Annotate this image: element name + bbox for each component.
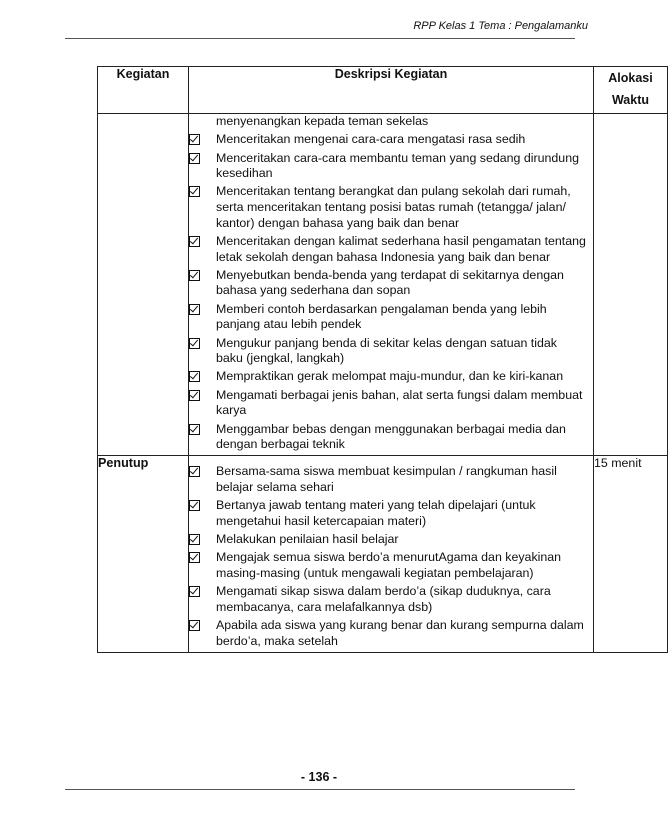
list-item: Menceritakan mengenai cara-cara mengatasi rasa sedih: [189, 132, 593, 148]
footer-divider: [65, 789, 575, 790]
list-item: Mengukur panjang benda di sekitar kelas dengan satuan tidak baku (jengkal, langkah): [189, 336, 593, 367]
checkbox-icon: [189, 390, 200, 401]
list-item: Mengajak semua siswa berdo’a menurutAgama dan keyakinan masing-masing (untuk mengawali kegiatan pembelajaran): [189, 550, 593, 581]
running-header: RPP Kelas 1 Tema : Pengalamanku: [413, 20, 588, 32]
kegiatan-cell: [98, 114, 189, 456]
list-item: Menceritakan dengan kalimat sederhana hasil pengamatan tentang letak sekolah dengan bahasa Indonesia yang baik dan benar: [189, 234, 593, 265]
checkbox-icon: [189, 371, 200, 382]
checkbox-icon: [189, 466, 200, 477]
checkbox-icon: [189, 534, 200, 545]
list-item: Menggambar bebas dengan menggunakan berbagai media dan dengan berbagai teknik: [189, 422, 593, 453]
checkbox-icon: [189, 586, 200, 597]
table-row: [98, 114, 668, 456]
list-item: Apabila ada siswa yang kurang benar dan kurang sempurna dalam berdo’a, maka setelah: [189, 618, 593, 649]
checkbox-icon: [189, 620, 200, 631]
checkbox-icon: [189, 236, 200, 247]
kegiatan-cell: Penutup: [98, 456, 189, 653]
checkbox-icon: [189, 304, 200, 315]
checkbox-icon: [189, 424, 200, 435]
activity-table: [97, 66, 668, 653]
checkbox-icon: [189, 270, 200, 281]
page-number: - 136 -: [300, 770, 338, 784]
checkbox-icon: [189, 552, 200, 563]
checkbox-icon: [189, 500, 200, 511]
checkbox-icon: [189, 338, 200, 349]
list-item: Menyebutkan benda-benda yang terdapat di sekitarnya dengan bahasa yang sederhana dan sopan: [189, 268, 593, 299]
list-item: Bersama-sama siswa membuat kesimpulan / rangkuman hasil belajar selama sehari: [189, 464, 593, 495]
list-item: Mengamati sikap siswa dalam berdo’a (sikap duduknya, cara membacanya, cara melafalkannya dsb): [189, 584, 593, 615]
column-header-deskripsi: Deskripsi Kegiatan: [189, 67, 594, 114]
column-header-alokasi-waktu: Alokasi Waktu: [594, 67, 668, 114]
description-cell: [189, 456, 594, 653]
alokasi-waktu-cell: [594, 114, 668, 456]
header-divider: [65, 38, 575, 39]
checkbox-icon: [189, 134, 200, 145]
description-cell: [189, 114, 594, 456]
list-item: Menceritakan tentang berangkat dan pulang sekolah dari rumah, serta menceritakan tentang posisi batas rumah (tetangga/ jalan/ kantor) dengan bahasa yang baik dan benar: [189, 184, 593, 231]
list-item: Bertanya jawab tentang materi yang telah dipelajari (untuk mengetahui hasil ketercapaian materi): [189, 498, 593, 529]
checkbox-icon: [189, 186, 200, 197]
checkbox-icon: [189, 153, 200, 164]
list-item-continuation: menyenangkan kepada teman sekelas: [216, 114, 429, 128]
list-item: Memberi contoh berdasarkan pengalaman benda yang lebih panjang atau lebih pendek: [189, 302, 593, 333]
list-item: Melakukan penilaian hasil belajar: [189, 532, 593, 548]
list-item: Mengamati berbagai jenis bahan, alat serta fungsi dalam membuat karya: [189, 388, 593, 419]
list-item: Mempraktikan gerak melompat maju-mundur, dan ke kiri-kanan: [189, 369, 593, 385]
column-header-kegiatan: Kegiatan: [98, 67, 189, 114]
alokasi-waktu-cell: 15 menit: [594, 456, 668, 653]
list-item: Menceritakan cara-cara membantu teman yang sedang dirundung kesedihan: [189, 151, 593, 182]
table-row: [98, 456, 668, 653]
table-header-row: [98, 67, 668, 114]
